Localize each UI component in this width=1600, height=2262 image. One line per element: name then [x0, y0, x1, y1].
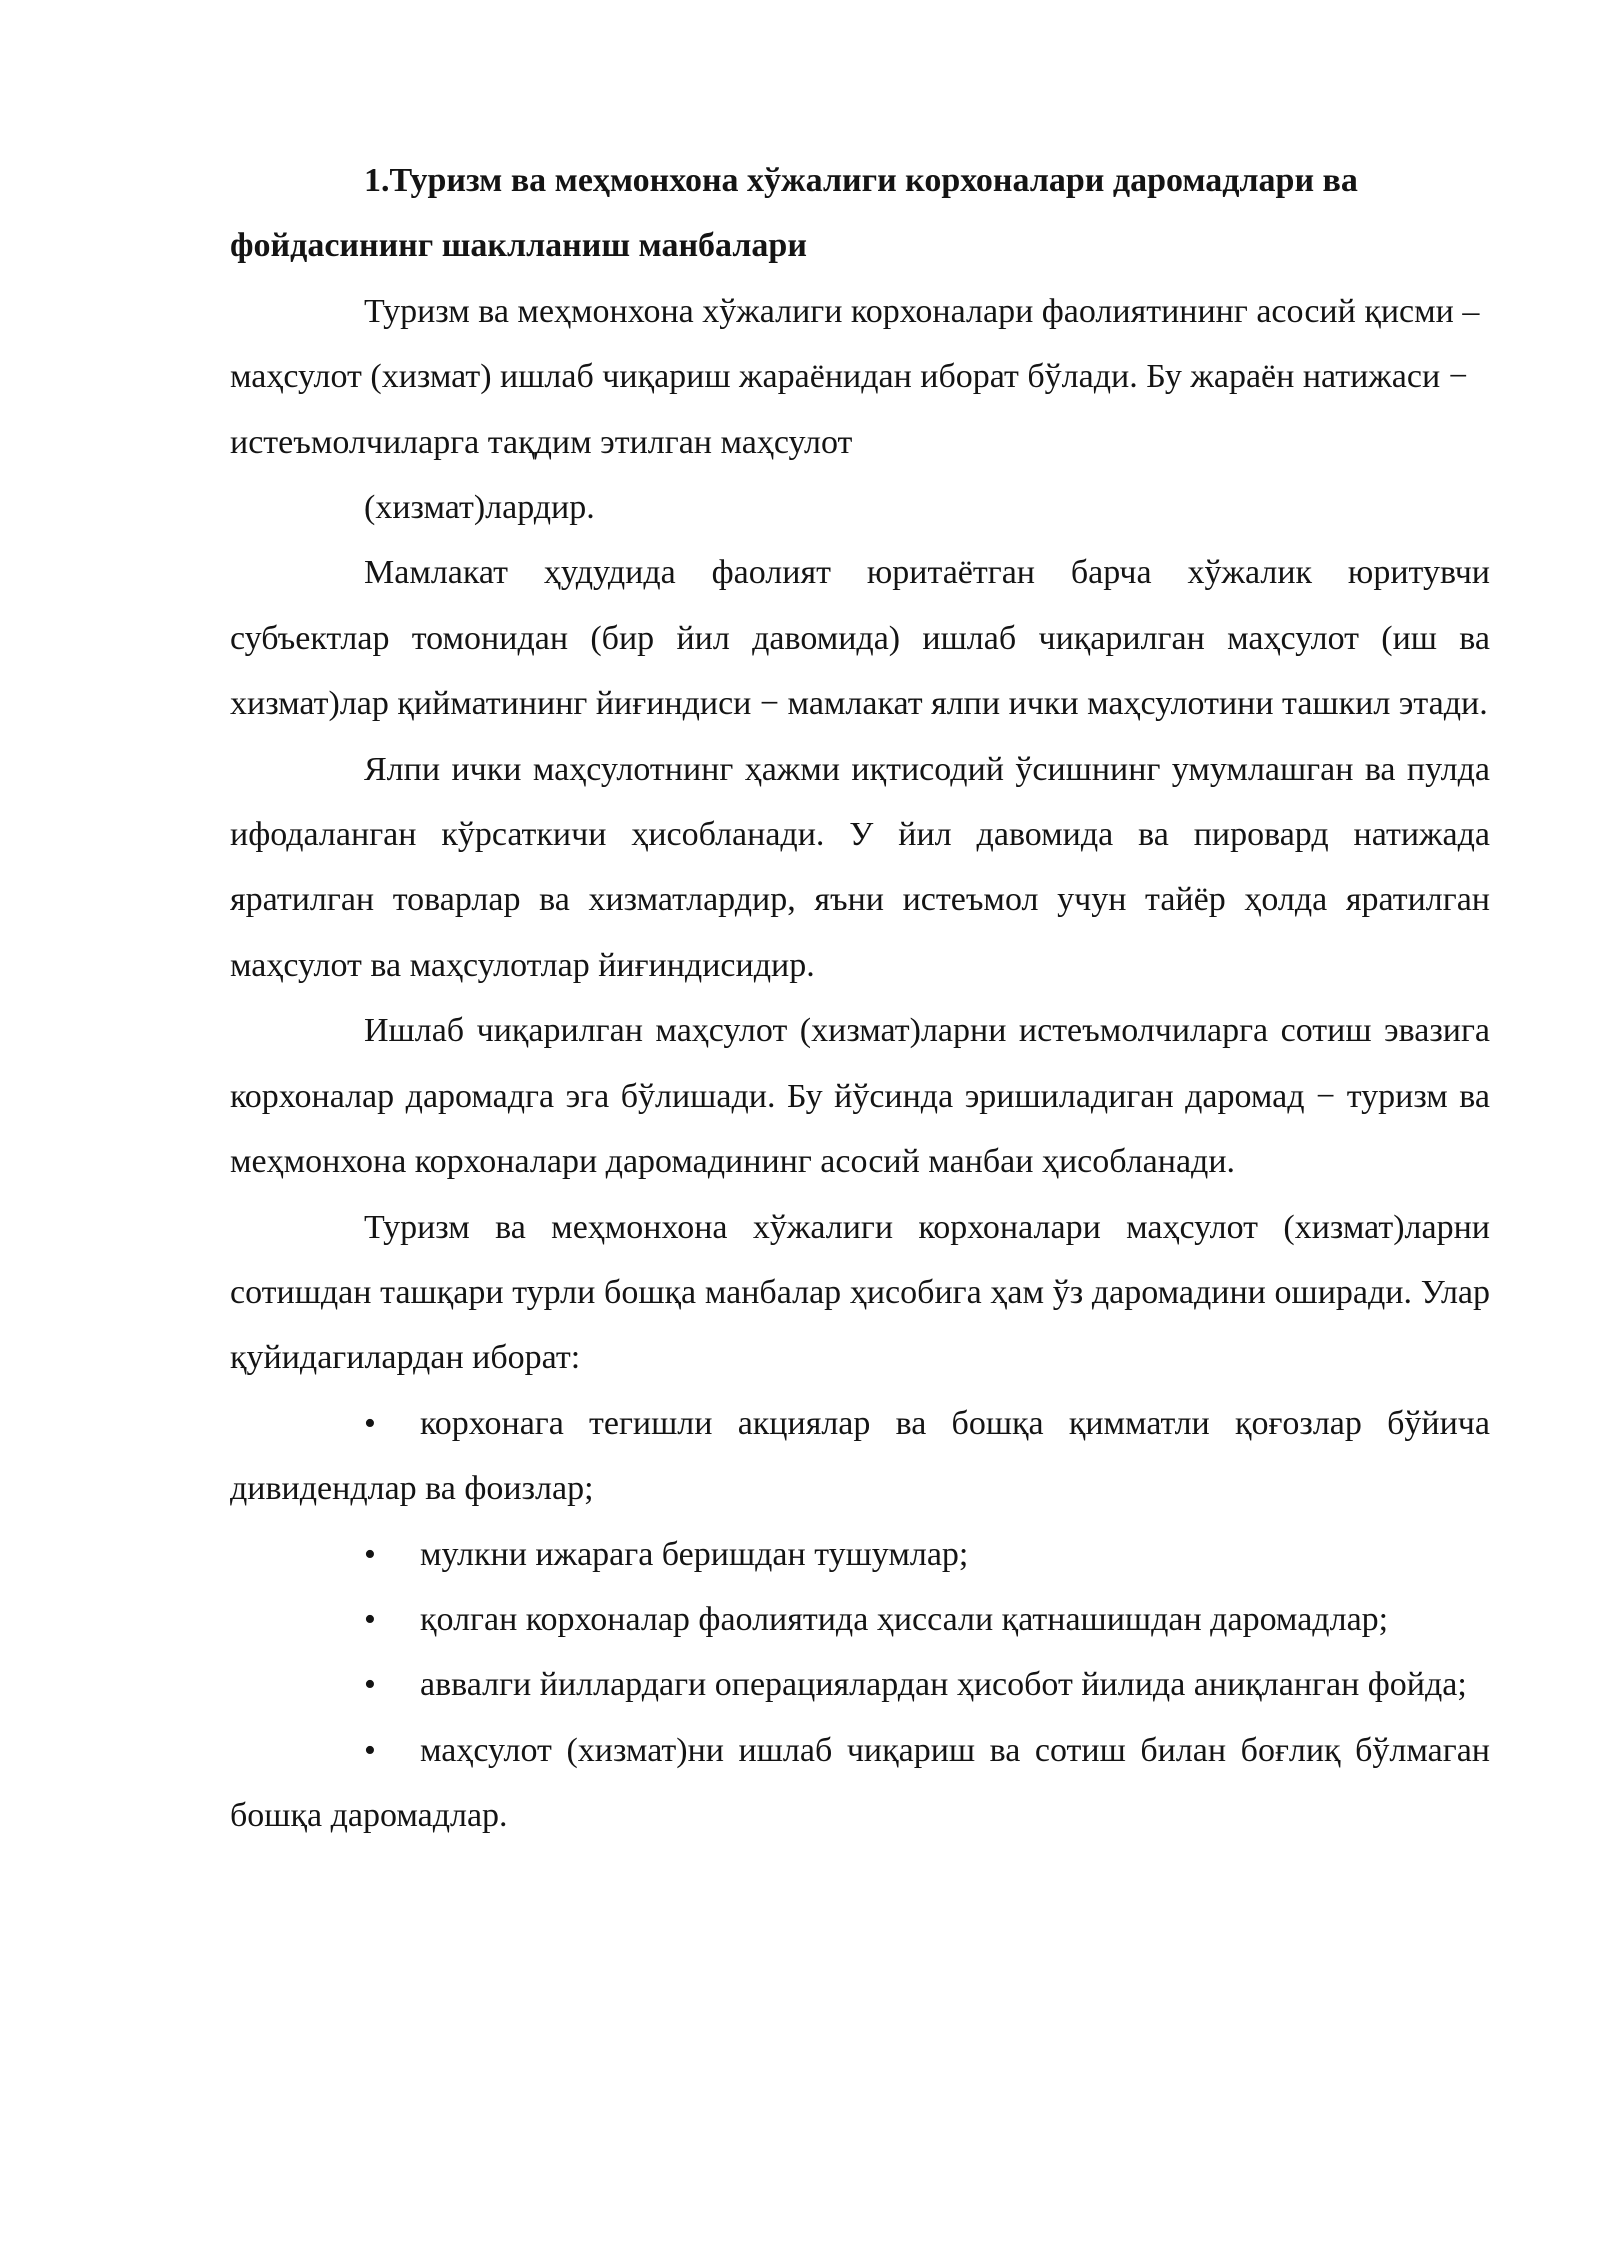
paragraph-4: Ишлаб чиқарилган маҳсулот (хизмат)ларни истеъмолчиларга сотиш эвазига корхоналар даромадга эга бўлишади. Бу йўсинда эришиладиган даромад − туризм ва меҳмонхона корхоналари даромадининг асосий манбаи ҳисобланади.: [230, 1012, 1490, 1181]
bullet-icon: •: [364, 1404, 376, 1442]
paragraph-1: Туризм ва меҳмонхона хўжалиги корхоналари фаолиятининг асосий қисми – маҳсулот (хизмат) ишлаб чиқариш жараёнидан иборат бўлади. Бу жараён натижаси − истеъмолчиларга тақдим этилган маҳсулот: [230, 292, 1480, 461]
bullet-icon: •: [364, 1535, 376, 1573]
list-item-text: мулкни ижарага беришдан тушумлар;: [420, 1535, 969, 1573]
bullet-icon: •: [364, 1600, 376, 1638]
bullet-icon: •: [364, 1731, 376, 1769]
list-item-text: корхонага тегишли акциялар ва бошқа қимматли қоғозлар бўйича дивидендлар ва фоизлар;: [230, 1404, 1490, 1508]
section-heading: 1.Туризм ва меҳмонхона хўжалиги корхоналари даромадлари ва фойдасининг шаклланиш манбалари: [230, 162, 1358, 265]
paragraph-1-continuation: (хизмат)лардир.: [364, 489, 595, 527]
paragraph-5: Туризм ва меҳмонхона хўжалиги корхоналари маҳсулот (хизмат)ларни сотишдан ташқари турли бошқа манбалар ҳисобига ҳам ўз даромадини оширади. Улар қуйидагилардан иборат:: [230, 1208, 1490, 1377]
list-item: [230, 1652, 1490, 1717]
list-item-text: аввалги йиллардаги операциялардан ҳисобот йилида аниқланган фойда;: [420, 1666, 1467, 1704]
list-item-text: қолган корхоналар фаолиятида ҳиссали қатнашишдан даромадлар;: [420, 1600, 1389, 1638]
bullet-icon: •: [364, 1666, 376, 1704]
list-item: [230, 1391, 1490, 1522]
list-item: [230, 1718, 1490, 1849]
list-item: [230, 1522, 1490, 1587]
list-item-text: маҳсулот (хизмат)ни ишлаб чиқариш ва сотиш билан боғлиқ бўлмаган бошқа даромадлар.: [230, 1731, 1490, 1835]
paragraph-3: Ялпи ички маҳсулотнинг ҳажми иқтисодий ўсишнинг умумлашган ва пулда ифодаланган кўрсаткичи ҳисобланади. У йил давомида ва пировард натижада яратилган товарлар ва хизматлардир, яъни истеъмол учун тайёр ҳолда яратилган маҳсулот ва маҳсулотлар йиғиндисидир.: [230, 750, 1490, 984]
paragraph-2: Мамлакат ҳудудида фаолият юритаётган барча хўжалик юритувчи субъектлар томонидан (бир йил давомида) ишлаб чиқарилган маҳсулот (иш ва хизмат)лар қийматининг йиғиндиси − мамлакат ялпи ички маҳсулотини ташкил этади.: [230, 554, 1490, 723]
list-item: [230, 1587, 1490, 1652]
document-page: [230, 148, 1490, 1849]
